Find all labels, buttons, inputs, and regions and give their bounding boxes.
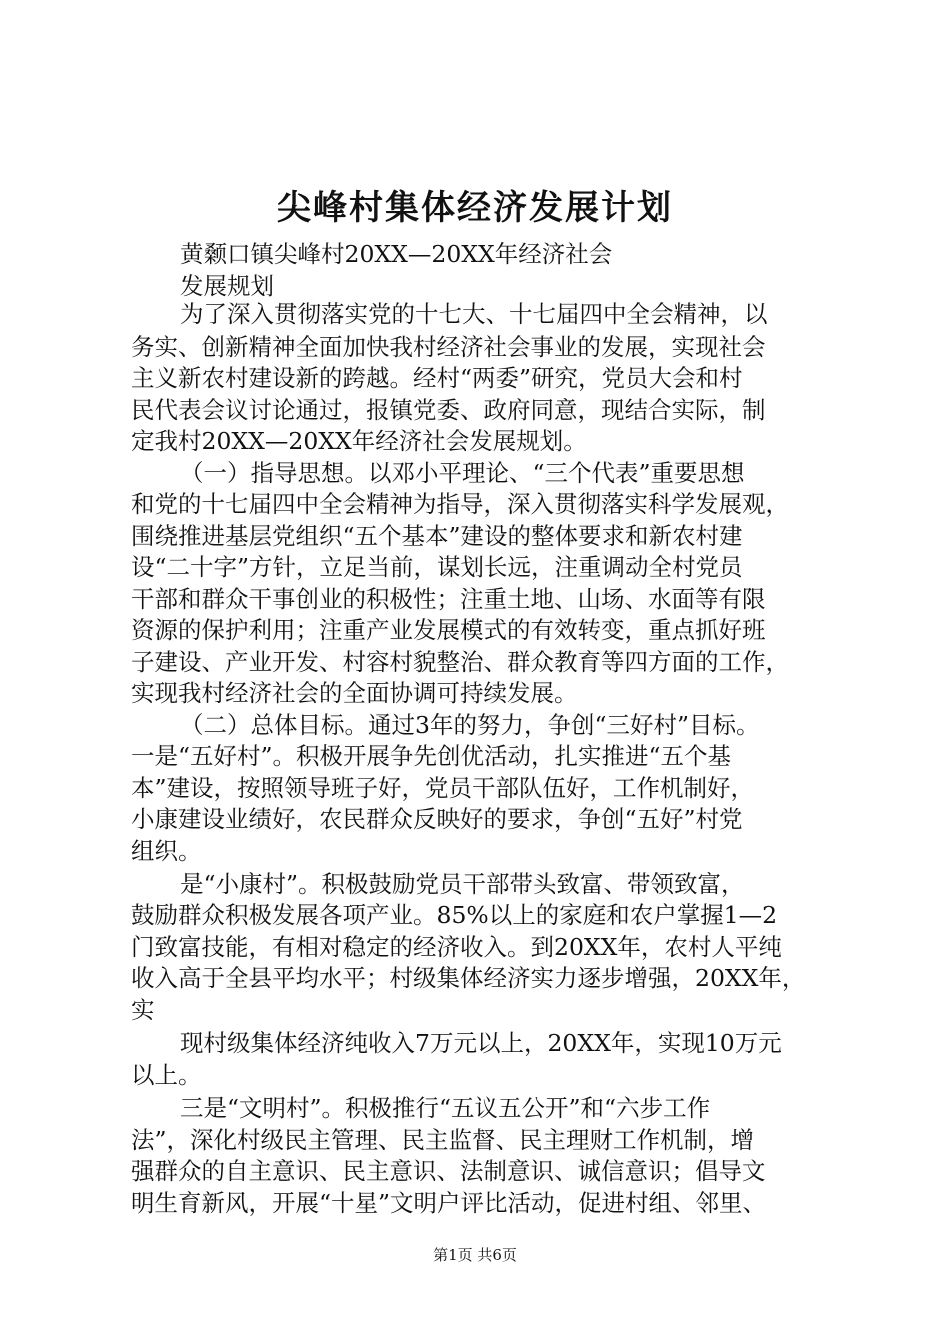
paragraph-line: 围绕推进基层党组织“五个基本”建设的整体要求和新农村建 bbox=[131, 522, 743, 550]
paragraph-line: 定我村20XX—20XX年经济社会发展规划。 bbox=[131, 427, 587, 455]
paragraph-line: 主义新农村建设新的跨越。经村“两委”研究，党员大会和村 bbox=[131, 364, 743, 392]
paragraph-line: 鼓励群众积极发展各项产业。85%以上的家庭和农户掌握1—2 bbox=[131, 901, 778, 929]
paragraph-line: 务实、创新精神全面加快我村经济社会事业的发展，实现社会 bbox=[131, 333, 766, 361]
paragraph-line: （一）指导思想。以邓小平理论、“三个代表”重要思想 bbox=[180, 459, 745, 487]
paragraph-line: 门致富技能，有相对稳定的经济收入。到20XX年，农村人平纯 bbox=[131, 933, 782, 961]
subtitle-line-2: 发展规划 bbox=[180, 272, 274, 300]
paragraph-line: （二）总体目标。通过3年的努力，争创“三好村”目标。 bbox=[180, 711, 760, 739]
paragraph-line: 以上。 bbox=[131, 1061, 202, 1089]
paragraph-line: 强群众的自主意识、民主意识、法制意识、诚信意识；倡导文 bbox=[131, 1157, 766, 1185]
paragraph-line: 收入高于全县平均水平；村级集体经济实力逐步增强，20XX年， bbox=[131, 964, 806, 992]
document-title: 尖峰村集体经济发展计划 bbox=[277, 188, 673, 228]
paragraph-line: 实 bbox=[131, 996, 155, 1024]
paragraph-line: 现村级集体经济纯收入7万元以上，20XX年，实现10万元 bbox=[180, 1029, 782, 1057]
paragraph-line: 是“小康村”。积极鼓励党员干部带头致富、带领致富， bbox=[180, 870, 745, 898]
paragraph-line: 三是“文明村”。积极推行“五议五公开”和“六步工作 bbox=[180, 1094, 711, 1122]
paragraph-line: 资源的保护利用；注重产业发展模式的有效转变，重点抓好班 bbox=[131, 616, 766, 644]
paragraph-line: 实现我村经济社会的全面协调可持续发展。 bbox=[131, 679, 578, 707]
paragraph-line: 法”，深化村级民主管理、民主监督、民主理财工作机制，增 bbox=[131, 1126, 755, 1154]
paragraph-line: 干部和群众干事创业的积极性；注重土地、山场、水面等有限 bbox=[131, 585, 766, 613]
paragraph-line: 民代表会议讨论通过，报镇党委、政府同意，现结合实际，制 bbox=[131, 396, 766, 424]
paragraph-line: 设“二十字”方针，立足当前，谋划长远，注重调动全村党员 bbox=[131, 553, 743, 581]
paragraph-line: 明生育新风，开展“十星”文明户评比活动，促进村组、邻里、 bbox=[131, 1189, 767, 1217]
paragraph-line: 为了深入贯彻落实党的十七大、十七届四中全会精神，以 bbox=[180, 300, 768, 328]
paragraph-line: 一是“五好村”。积极开展争先创优活动，扎实推进“五个基 bbox=[131, 742, 732, 770]
paragraph-line: 组织。 bbox=[131, 837, 202, 865]
page-footer: 第1页 共6页 bbox=[433, 1246, 517, 1264]
subtitle-line-1: 黄颡口镇尖峰村20XX—20XX年经济社会 bbox=[180, 240, 613, 268]
paragraph-line: 小康建设业绩好，农民群众反映好的要求，争创“五好”村党 bbox=[131, 805, 743, 833]
paragraph-line: 本”建设，按照领导班子好，党员干部队伍好，工作机制好， bbox=[131, 774, 755, 802]
paragraph-line: 和党的十七届四中全会精神为指导，深入贯彻落实科学发展观， bbox=[131, 490, 789, 518]
paragraph-line: 子建设、产业开发、村容村貌整治、群众教育等四方面的工作， bbox=[131, 648, 789, 676]
